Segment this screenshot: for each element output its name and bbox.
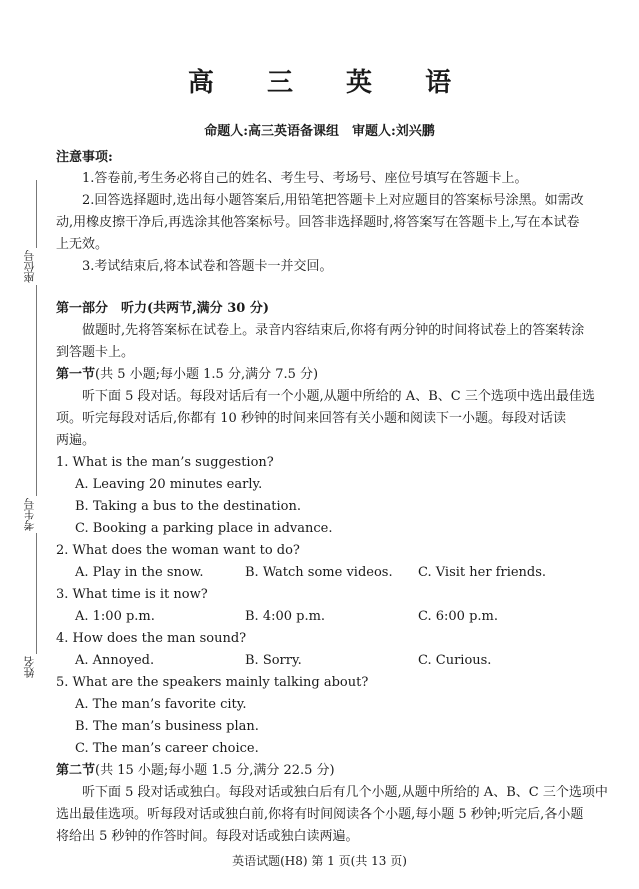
notice-line: 上无效。 — [56, 237, 109, 252]
section2-intro-line: 选出最佳选项。听每段对话或独白前,你将有时间阅读各个小题,每小题 5 秒钟;听完后,各小题 — [56, 807, 584, 822]
part1-intro-line: 到答题卡上。 — [56, 345, 135, 360]
question-4: 4. How does the man sound? — [56, 631, 247, 646]
section2-intro-line: 听下面 5 段对话或独白。每段对话或独白后有几个小题,从题中所给的 A、B、C 三个选项中 — [82, 785, 608, 800]
authors-line: 命题人:高三英语备课组 审题人:刘兴鹏 — [204, 124, 435, 139]
notice-line: 1.答卷前,考生务必将自己的姓名、考生号、考场号、座位号填写在答题卡上。 — [82, 171, 528, 186]
name-label: 姓名 — [23, 656, 36, 678]
question-3-option-b: B. 4:00 p.m. — [245, 609, 326, 624]
section1-intro-line: 项。听完每段对话后,你都有 10 秒钟的时间来回答有关小题和阅读下一小题。每段对话读 — [56, 411, 566, 426]
question-2-option-b: B. Watch some videos. — [245, 565, 393, 580]
question-4-option-a: A. Annoyed. — [75, 653, 155, 668]
page-footer: 英语试题(H8) 第 1 页(共 13 页) — [232, 854, 407, 868]
section1-meta: (共 5 小题;每小题 1.5 分,满分 7.5 分) — [95, 367, 319, 382]
question-3: 3. What time is it now? — [56, 587, 208, 602]
question-3-option-a: A. 1:00 p.m. — [75, 609, 155, 624]
question-5: 5. What are the speakers mainly talking about? — [56, 675, 369, 690]
question-1-option-a: A. Leaving 20 minutes early. — [75, 477, 263, 492]
question-2-option-c: C. Visit her friends. — [418, 565, 547, 580]
section1-title: 第一节 — [56, 367, 96, 382]
seat-number-label: 座位号 — [23, 250, 36, 283]
question-2: 2. What does the woman want to do? — [56, 543, 300, 558]
question-1-option-b: B. Taking a bus to the destination. — [75, 499, 301, 514]
question-1: 1. What is the man’s suggestion? — [56, 455, 274, 470]
section2-meta: (共 15 小题;每小题 1.5 分,满分 22.5 分) — [95, 763, 335, 778]
section2-heading — [56, 760, 335, 782]
section2-title: 第二节 — [56, 763, 96, 778]
part1-heading: 第一部分 听力(共两节,满分 30 分) — [56, 301, 269, 316]
question-4-option-b: B. Sorry. — [245, 653, 302, 668]
notice-heading: 注意事项: — [56, 150, 113, 165]
question-5-option-a: A. The man’s favorite city. — [75, 697, 247, 712]
question-3-option-c: C. 6:00 p.m. — [418, 609, 498, 624]
notice-line: 2.回答选择题时,选出每小题答案后,用铅笔把答题卡上对应题目的答案标号涂黑。如需改 — [82, 193, 584, 208]
question-2-option-a: A. Play in the snow. — [75, 565, 204, 580]
question-4-option-c: C. Curious. — [418, 653, 492, 668]
question-5-option-c: C. The man’s career choice. — [75, 741, 259, 756]
notice-line: 3.考试结束后,将本试卷和答题卡一并交回。 — [82, 259, 333, 274]
page-title: 高 三 英 语 — [187, 68, 474, 98]
section1-intro-line: 听下面 5 段对话。每段对话后有一个小题,从题中所给的 A、B、C 三个选项中选出最佳选 — [82, 389, 595, 404]
section2-intro-line: 将给出 5 秒钟的作答时间。每段对话或独白读两遍。 — [56, 829, 359, 844]
exam-number-label: 考生号 — [23, 498, 36, 531]
notice-line: 动,用橡皮擦干净后,再选涂其他答案标号。回答非选择题时,将答案写在答题卡上,写在本试卷 — [56, 215, 580, 230]
section1-intro-line: 两遍。 — [56, 433, 96, 448]
part1-intro-line: 做题时,先将答案标在试卷上。录音内容结束后,你将有两分钟的时间将试卷上的答案转涂 — [82, 323, 585, 338]
question-1-option-c: C. Booking a parking place in advance. — [75, 521, 333, 536]
section1-heading — [56, 364, 318, 386]
question-5-option-b: B. The man’s business plan. — [75, 719, 259, 734]
